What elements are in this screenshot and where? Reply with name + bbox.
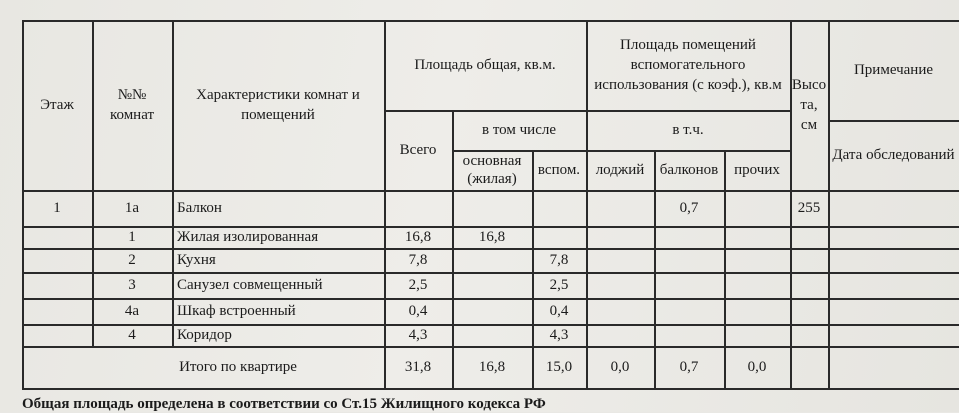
header-total-area: Площадь общая, кв.м. <box>414 57 556 73</box>
row-total: 16,8 <box>404 229 432 245</box>
row-height: 255 <box>797 200 821 216</box>
totals-balcony: 0,7 <box>679 359 699 375</box>
header-incl-short: в т.ч. <box>672 122 704 138</box>
row-aux: 0,4 <box>549 303 569 319</box>
footer-note: Общая площадь определена в соответствии со Ст.15 Жилищного кодекса РФ <box>22 396 546 412</box>
header-characteristics: Характеристики комнат и помещений <box>196 87 360 123</box>
header-total: Всего <box>399 142 437 158</box>
totals-total: 31,8 <box>404 359 432 375</box>
header-balconies: балконов <box>659 162 719 178</box>
row-number: 4а <box>124 303 140 319</box>
grid-line <box>22 190 959 192</box>
row-name: Кухня <box>177 252 216 268</box>
row-name: Жилая изолированная <box>177 229 319 245</box>
grid-line <box>724 150 726 388</box>
header-note: Примечание <box>853 62 934 78</box>
row-total: 7,8 <box>408 252 428 268</box>
row-balcony: 0,7 <box>679 200 699 216</box>
grid-line <box>586 20 588 388</box>
row-name: Коридор <box>177 327 232 343</box>
row-aux: 7,8 <box>549 252 569 268</box>
header-including: в том числе <box>481 122 557 138</box>
row-aux: 2,5 <box>549 277 569 293</box>
grid-line <box>452 150 790 152</box>
header-survey-date: Дата обследований <box>832 147 955 163</box>
header-floor: Этаж <box>40 97 74 113</box>
totals-aux: 15,0 <box>545 359 573 375</box>
grid-line <box>828 20 830 388</box>
row-number: 3 <box>128 277 136 293</box>
row-number: 1а <box>124 200 140 216</box>
row-main: 16,8 <box>478 229 506 245</box>
row-floor: 1 <box>53 200 61 216</box>
grid-line <box>172 20 174 346</box>
row-name: Санузел совмещенный <box>177 277 323 293</box>
grid-line <box>92 20 94 346</box>
grid-line <box>384 20 386 388</box>
header-room-numbers: №№ комнат <box>109 87 155 123</box>
header-main: основная (жилая) <box>462 153 522 187</box>
totals-label: Итого по квартире <box>179 359 297 375</box>
grid-line <box>22 20 24 388</box>
row-number: 2 <box>128 252 136 268</box>
grid-line <box>790 20 792 388</box>
grid-line <box>22 346 959 348</box>
row-total: 4,3 <box>408 327 428 343</box>
header-aux: вспом. <box>537 162 581 178</box>
grid-line <box>452 110 454 388</box>
totals-loggia: 0,0 <box>610 359 630 375</box>
grid-line <box>22 324 959 326</box>
row-aux: 4,3 <box>549 327 569 343</box>
grid-line <box>828 120 959 122</box>
grid-line <box>22 272 959 274</box>
row-name: Балкон <box>177 200 222 216</box>
grid-line <box>22 248 959 250</box>
header-aux-area: Площадь помещений вспомогательного использования (с коэф.), кв.м <box>594 37 782 93</box>
row-total: 2,5 <box>408 277 428 293</box>
totals-main: 16,8 <box>478 359 506 375</box>
totals-other: 0,0 <box>747 359 767 375</box>
grid-line <box>22 20 959 22</box>
row-total: 0,4 <box>408 303 428 319</box>
row-name: Шкаф встроенный <box>177 303 296 319</box>
row-number: 4 <box>128 327 136 343</box>
grid-line <box>22 388 959 390</box>
grid-line <box>22 226 959 228</box>
row-number: 1 <box>128 229 136 245</box>
grid-line <box>22 298 959 300</box>
grid-line <box>654 150 656 388</box>
grid-line <box>532 150 534 388</box>
header-height: Высо та, см <box>791 77 827 133</box>
header-loggias: лоджий <box>595 162 645 178</box>
header-other: прочих <box>734 162 780 178</box>
